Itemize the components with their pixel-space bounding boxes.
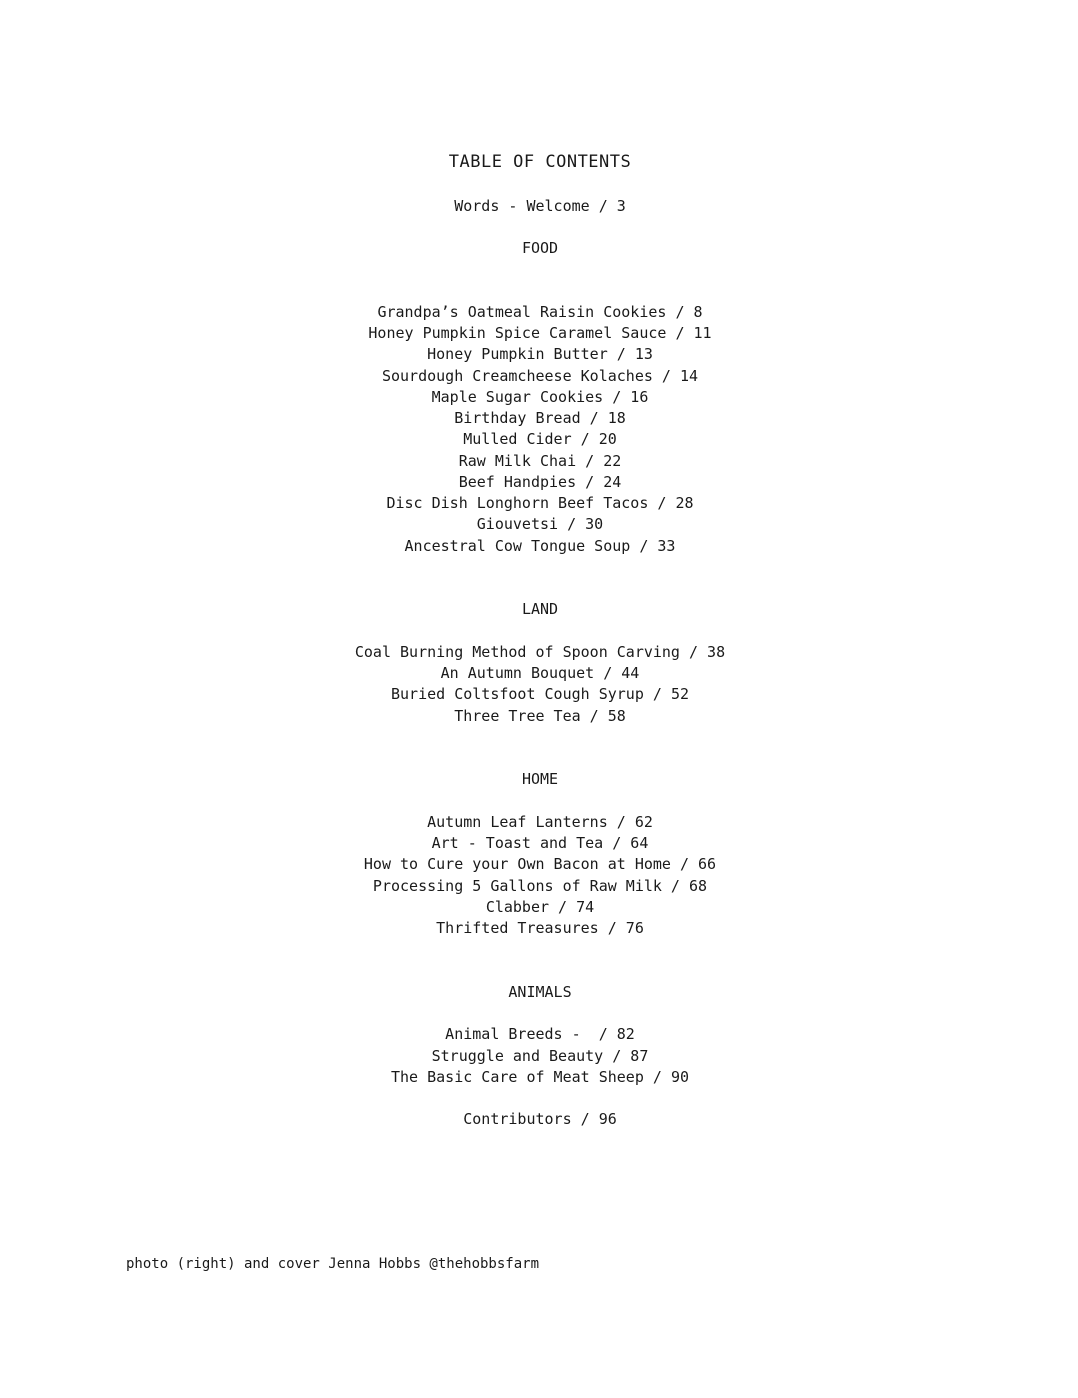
toc-entry-contributors: Contributors / 96	[463, 1110, 617, 1128]
toc-entry: Maple Sugar Cookies / 16	[431, 388, 649, 406]
section-heading-food: FOOD	[521, 239, 559, 257]
page-title: TABLE OF CONTENTS	[448, 152, 632, 172]
toc-entry: Thrifted Treasures / 76	[436, 919, 644, 937]
toc-entry: Disc Dish Longhorn Beef Tacos / 28	[386, 494, 694, 512]
photo-credit: photo (right) and cover Jenna Hobbs @thehobbsfarm	[126, 1256, 540, 1272]
toc-entry: The Basic Care of Meat Sheep / 90	[390, 1068, 689, 1086]
toc-entry: Processing 5 Gallons of Raw Milk / 68	[372, 877, 708, 895]
section-heading-animals: ANIMALS	[508, 983, 572, 1001]
toc-entry: Raw Milk Chai / 22	[458, 452, 622, 470]
toc-entry: Autumn Leaf Lanterns / 62	[427, 813, 653, 831]
toc-entry: Birthday Bread / 18	[454, 409, 626, 427]
toc-entry: Animal Breeds - / 82	[445, 1025, 635, 1043]
toc-entry-welcome: Words - Welcome / 3	[454, 197, 626, 215]
toc-entry: Buried Coltsfoot Cough Syrup / 52	[390, 685, 689, 703]
toc-entry: Giouvetsi / 30	[476, 515, 604, 533]
toc-entry: Three Tree Tea / 58	[454, 707, 626, 725]
toc-entry: Honey Pumpkin Butter / 13	[427, 345, 653, 363]
toc-entry: Coal Burning Method of Spoon Carving / 38	[354, 643, 726, 661]
toc-entry: Beef Handpies / 24	[458, 473, 622, 491]
toc-entry: Sourdough Creamcheese Kolaches / 14	[381, 367, 699, 385]
toc-entry: Ancestral Cow Tongue Soup / 33	[404, 537, 676, 555]
toc-entry: Art - Toast and Tea / 64	[431, 834, 649, 852]
toc-entry: Grandpa’s Oatmeal Raisin Cookies / 8	[377, 303, 703, 321]
toc-entry: Struggle and Beauty / 87	[431, 1047, 649, 1065]
toc-entry: How to Cure your Own Bacon at Home / 66	[363, 855, 717, 873]
section-heading-home: HOME	[521, 770, 559, 788]
toc-entry: Mulled Cider / 20	[463, 430, 617, 448]
section-heading-land: LAND	[521, 600, 559, 618]
toc-entry: An Autumn Bouquet / 44	[440, 664, 640, 682]
toc-entry: Clabber / 74	[485, 898, 595, 916]
toc-entry: Honey Pumpkin Spice Caramel Sauce / 11	[368, 324, 712, 342]
